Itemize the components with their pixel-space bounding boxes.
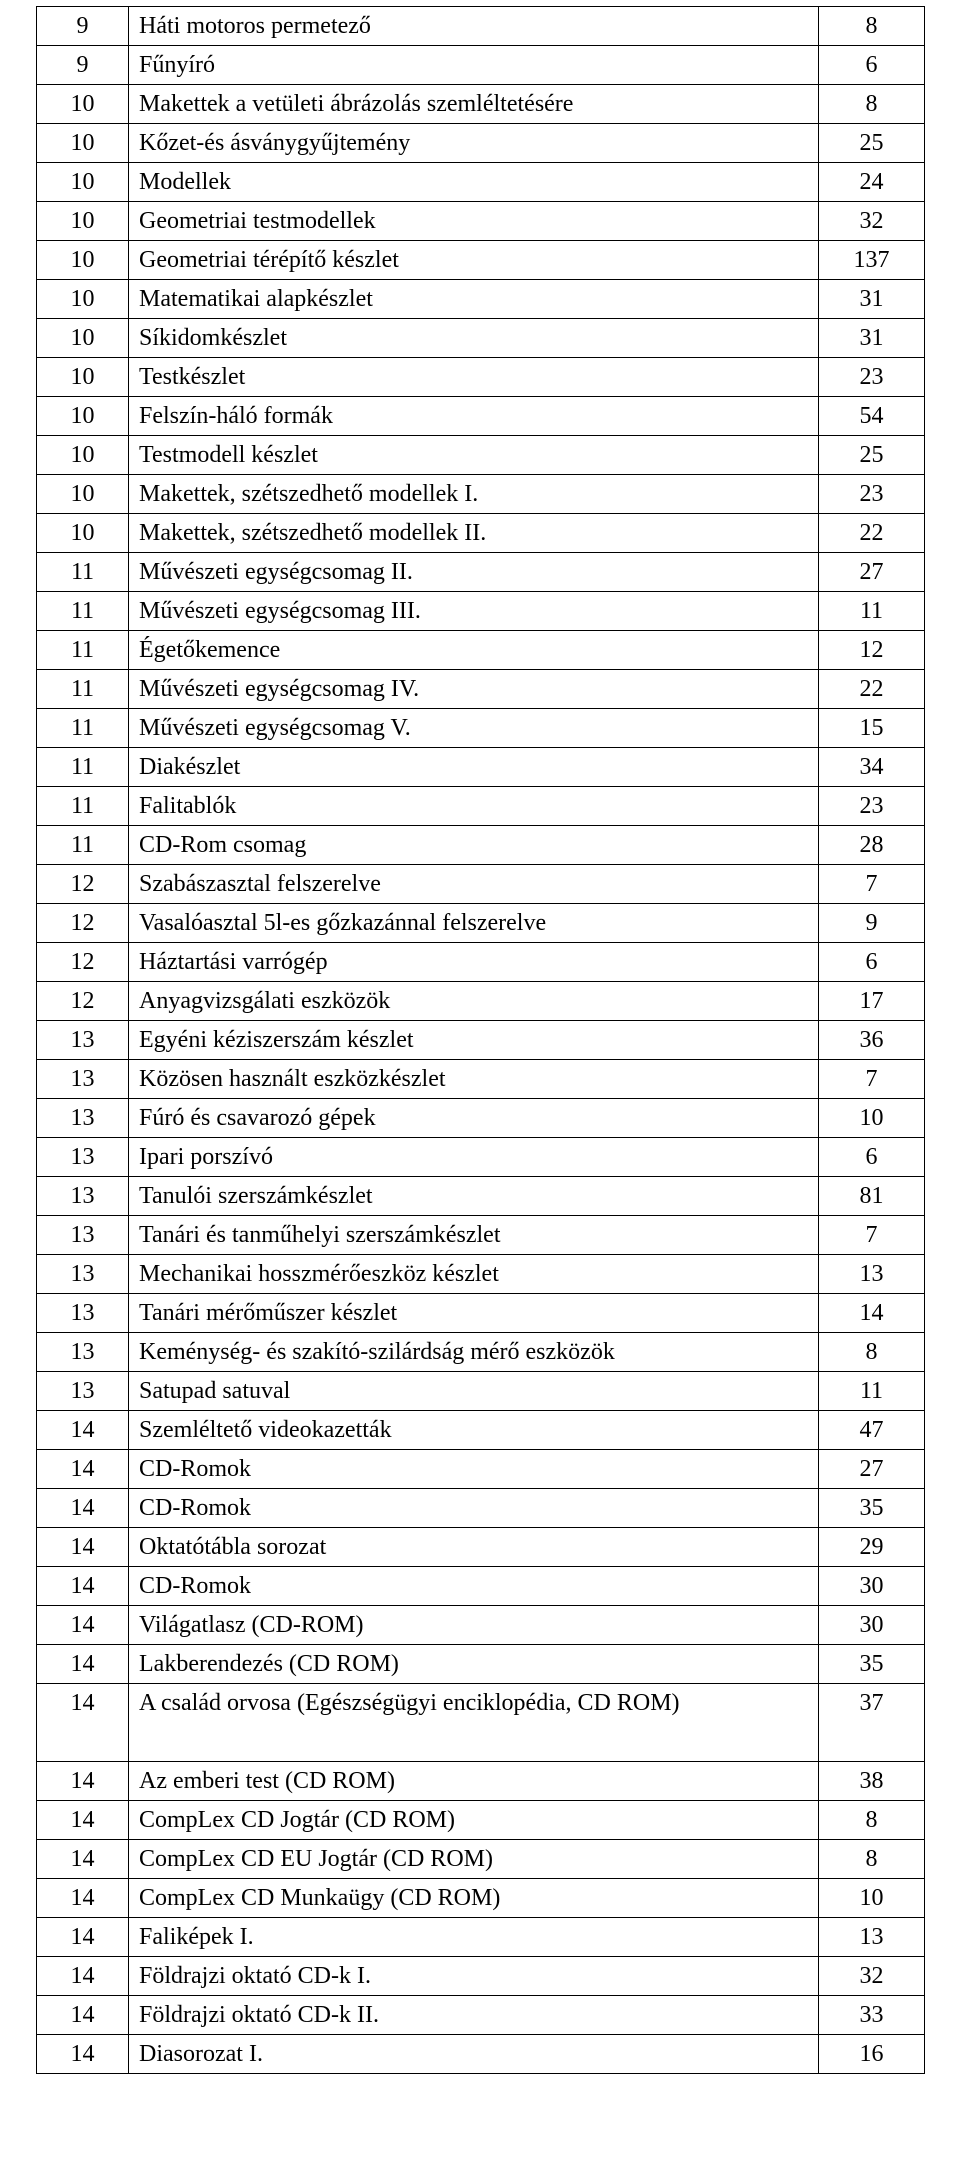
item-name-cell: Fűnyíró: [129, 46, 819, 85]
item-name-cell: Szabászasztal felszerelve: [129, 865, 819, 904]
item-name-cell: Testkészlet: [129, 358, 819, 397]
item-name-cell: Háti motoros permetező: [129, 7, 819, 46]
item-name-cell: Szemléltető videokazetták: [129, 1411, 819, 1450]
row-number-cell: 11: [37, 670, 129, 709]
table-row: [37, 1762, 925, 1801]
table-row: [37, 1021, 925, 1060]
table-row: [37, 1333, 925, 1372]
quantity-cell: 7: [819, 1060, 925, 1099]
row-number-cell: 14: [37, 1411, 129, 1450]
table-row: [37, 1294, 925, 1333]
row-number-cell: 11: [37, 553, 129, 592]
row-number-cell: 11: [37, 826, 129, 865]
row-number-cell: 13: [37, 1333, 129, 1372]
item-name-cell: Művészeti egységcsomag V.: [129, 709, 819, 748]
table-row: [37, 514, 925, 553]
item-name-cell: Egyéni kéziszerszám készlet: [129, 1021, 819, 1060]
item-name-cell: Makettek, szétszedhető modellek I.: [129, 475, 819, 514]
item-name-cell: Világatlasz (CD-ROM): [129, 1606, 819, 1645]
row-number-cell: 11: [37, 631, 129, 670]
row-number-cell: 14: [37, 1762, 129, 1801]
item-name-cell: Az emberi test (CD ROM): [129, 1762, 819, 1801]
item-name-cell: Testmodell készlet: [129, 436, 819, 475]
row-number-cell: 14: [37, 1957, 129, 1996]
item-name-cell: Művészeti egységcsomag III.: [129, 592, 819, 631]
item-name-cell: Lakberendezés (CD ROM): [129, 1645, 819, 1684]
quantity-cell: 27: [819, 1450, 925, 1489]
table-row: [37, 1879, 925, 1918]
row-number-cell: 14: [37, 1528, 129, 1567]
quantity-cell: 8: [819, 1333, 925, 1372]
item-name-cell: Makettek a vetületi ábrázolás szemléltetésére: [129, 85, 819, 124]
item-name-cell: Diasorozat I.: [129, 2035, 819, 2074]
table-row: [37, 1684, 925, 1762]
quantity-cell: 54: [819, 397, 925, 436]
table-row: [37, 475, 925, 514]
table-row: [37, 592, 925, 631]
quantity-cell: 27: [819, 553, 925, 592]
item-name-cell: Faliképek I.: [129, 1918, 819, 1957]
quantity-cell: 25: [819, 124, 925, 163]
table-row: [37, 46, 925, 85]
item-name-cell: CompLex CD Jogtár (CD ROM): [129, 1801, 819, 1840]
table-row: [37, 1450, 925, 1489]
item-name-cell: Oktatótábla sorozat: [129, 1528, 819, 1567]
item-name-cell: Anyagvizsgálati eszközök: [129, 982, 819, 1021]
table-row: [37, 709, 925, 748]
table-row: [37, 553, 925, 592]
item-name-cell: Ipari porszívó: [129, 1138, 819, 1177]
quantity-cell: 22: [819, 670, 925, 709]
inventory-table: [36, 6, 925, 2074]
row-number-cell: 13: [37, 1138, 129, 1177]
table-row: [37, 124, 925, 163]
table-row: [37, 943, 925, 982]
quantity-cell: 9: [819, 904, 925, 943]
row-number-cell: 12: [37, 904, 129, 943]
quantity-cell: 30: [819, 1606, 925, 1645]
row-number-cell: 14: [37, 1918, 129, 1957]
row-number-cell: 13: [37, 1216, 129, 1255]
table-row: [37, 787, 925, 826]
table-row: [37, 1255, 925, 1294]
row-number-cell: 14: [37, 1879, 129, 1918]
row-number-cell: 11: [37, 592, 129, 631]
quantity-cell: 17: [819, 982, 925, 1021]
row-number-cell: 10: [37, 241, 129, 280]
quantity-cell: 81: [819, 1177, 925, 1216]
quantity-cell: 8: [819, 85, 925, 124]
quantity-cell: 22: [819, 514, 925, 553]
table-row: [37, 1411, 925, 1450]
quantity-cell: 8: [819, 1840, 925, 1879]
row-number-cell: 10: [37, 475, 129, 514]
row-number-cell: 14: [37, 1684, 129, 1762]
row-number-cell: 11: [37, 709, 129, 748]
item-name-cell: Fúró és csavarozó gépek: [129, 1099, 819, 1138]
item-name-cell: Geometriai testmodellek: [129, 202, 819, 241]
quantity-cell: 13: [819, 1918, 925, 1957]
item-name-cell: Kőzet-és ásványgyűjtemény: [129, 124, 819, 163]
row-number-cell: 10: [37, 202, 129, 241]
item-name-cell: Közösen használt eszközkészlet: [129, 1060, 819, 1099]
table-row: [37, 748, 925, 787]
table-row: [37, 904, 925, 943]
table-row: [37, 1957, 925, 1996]
item-name-cell: Földrajzi oktató CD-k I.: [129, 1957, 819, 1996]
item-name-cell: Vasalóasztal 5l-es gőzkazánnal felszerelve: [129, 904, 819, 943]
item-name-cell: Diakészlet: [129, 748, 819, 787]
table-row: [37, 631, 925, 670]
table-row: [37, 319, 925, 358]
row-number-cell: 13: [37, 1177, 129, 1216]
row-number-cell: 13: [37, 1021, 129, 1060]
quantity-cell: 14: [819, 1294, 925, 1333]
quantity-cell: 35: [819, 1489, 925, 1528]
row-number-cell: 14: [37, 1801, 129, 1840]
quantity-cell: 6: [819, 943, 925, 982]
row-number-cell: 10: [37, 514, 129, 553]
row-number-cell: 11: [37, 748, 129, 787]
quantity-cell: 8: [819, 1801, 925, 1840]
row-number-cell: 13: [37, 1255, 129, 1294]
row-number-cell: 10: [37, 85, 129, 124]
row-number-cell: 14: [37, 1489, 129, 1528]
quantity-cell: 47: [819, 1411, 925, 1450]
table-row: [37, 397, 925, 436]
table-row: [37, 982, 925, 1021]
item-name-cell: Síkidomkészlet: [129, 319, 819, 358]
quantity-cell: 15: [819, 709, 925, 748]
item-name-cell: Keménység- és szakító-szilárdság mérő eszközök: [129, 1333, 819, 1372]
inventory-table-body: [37, 7, 925, 2074]
row-number-cell: 13: [37, 1099, 129, 1138]
quantity-cell: 32: [819, 1957, 925, 1996]
item-name-cell: CompLex CD Munkaügy (CD ROM): [129, 1879, 819, 1918]
item-name-cell: CD-Rom csomag: [129, 826, 819, 865]
quantity-cell: 36: [819, 1021, 925, 1060]
quantity-cell: 37: [819, 1684, 925, 1762]
quantity-cell: 13: [819, 1255, 925, 1294]
table-row: [37, 1645, 925, 1684]
table-row: [37, 1489, 925, 1528]
table-row: [37, 1177, 925, 1216]
row-number-cell: 13: [37, 1372, 129, 1411]
table-row: [37, 1372, 925, 1411]
table-row: [37, 1099, 925, 1138]
table-row: [37, 1216, 925, 1255]
table-row: [37, 436, 925, 475]
item-name-cell: Földrajzi oktató CD-k II.: [129, 1996, 819, 2035]
quantity-cell: 28: [819, 826, 925, 865]
quantity-cell: 6: [819, 46, 925, 85]
table-row: [37, 826, 925, 865]
item-name-cell: Geometriai térépítő készlet: [129, 241, 819, 280]
item-name-cell: Tanulói szerszámkészlet: [129, 1177, 819, 1216]
table-row: [37, 241, 925, 280]
row-number-cell: 14: [37, 1645, 129, 1684]
item-name-cell: Satupad satuval: [129, 1372, 819, 1411]
item-name-cell: Falitablók: [129, 787, 819, 826]
row-number-cell: 10: [37, 124, 129, 163]
quantity-cell: 32: [819, 202, 925, 241]
quantity-cell: 38: [819, 1762, 925, 1801]
table-row: [37, 1918, 925, 1957]
row-number-cell: 10: [37, 358, 129, 397]
quantity-cell: 33: [819, 1996, 925, 2035]
item-name-cell: CD-Romok: [129, 1567, 819, 1606]
quantity-cell: 35: [819, 1645, 925, 1684]
table-row: [37, 2035, 925, 2074]
quantity-cell: 7: [819, 865, 925, 904]
row-number-cell: 14: [37, 1840, 129, 1879]
row-number-cell: 12: [37, 982, 129, 1021]
table-row: [37, 1840, 925, 1879]
table-row: [37, 1606, 925, 1645]
table-row: [37, 1138, 925, 1177]
quantity-cell: 25: [819, 436, 925, 475]
quantity-cell: 30: [819, 1567, 925, 1606]
row-number-cell: 12: [37, 943, 129, 982]
row-number-cell: 14: [37, 1450, 129, 1489]
table-row: [37, 670, 925, 709]
item-name-cell: Tanári mérőműszer készlet: [129, 1294, 819, 1333]
quantity-cell: 11: [819, 1372, 925, 1411]
table-row: [37, 85, 925, 124]
row-number-cell: 14: [37, 1606, 129, 1645]
quantity-cell: 7: [819, 1216, 925, 1255]
table-row: [37, 865, 925, 904]
item-name-cell: Művészeti egységcsomag IV.: [129, 670, 819, 709]
row-number-cell: 10: [37, 280, 129, 319]
row-number-cell: 14: [37, 1567, 129, 1606]
row-number-cell: 9: [37, 7, 129, 46]
item-name-cell: Művészeti egységcsomag II.: [129, 553, 819, 592]
table-row: [37, 163, 925, 202]
item-name-cell: Makettek, szétszedhető modellek II.: [129, 514, 819, 553]
quantity-cell: 137: [819, 241, 925, 280]
quantity-cell: 34: [819, 748, 925, 787]
row-number-cell: 14: [37, 2035, 129, 2074]
table-row: [37, 1528, 925, 1567]
row-number-cell: 13: [37, 1060, 129, 1099]
item-name-cell: Égetőkemence: [129, 631, 819, 670]
item-name-cell: Modellek: [129, 163, 819, 202]
table-row: [37, 7, 925, 46]
item-name-cell: Tanári és tanműhelyi szerszámkészlet: [129, 1216, 819, 1255]
item-name-cell: Mechanikai hosszmérőeszköz készlet: [129, 1255, 819, 1294]
item-name-cell: Felszín-háló formák: [129, 397, 819, 436]
quantity-cell: 16: [819, 2035, 925, 2074]
table-row: [37, 1801, 925, 1840]
table-row: [37, 1996, 925, 2035]
quantity-cell: 23: [819, 475, 925, 514]
row-number-cell: 11: [37, 787, 129, 826]
quantity-cell: 31: [819, 319, 925, 358]
table-row: [37, 1060, 925, 1099]
item-name-cell: CompLex CD EU Jogtár (CD ROM): [129, 1840, 819, 1879]
quantity-cell: 24: [819, 163, 925, 202]
row-number-cell: 9: [37, 46, 129, 85]
table-row: [37, 202, 925, 241]
row-number-cell: 14: [37, 1996, 129, 2035]
row-number-cell: 10: [37, 319, 129, 358]
table-row: [37, 280, 925, 319]
item-name-cell: Háztartási varrógép: [129, 943, 819, 982]
quantity-cell: 10: [819, 1879, 925, 1918]
row-number-cell: 10: [37, 163, 129, 202]
quantity-cell: 10: [819, 1099, 925, 1138]
table-row: [37, 1567, 925, 1606]
item-name-cell: CD-Romok: [129, 1450, 819, 1489]
quantity-cell: 11: [819, 592, 925, 631]
item-name-cell: Matematikai alapkészlet: [129, 280, 819, 319]
quantity-cell: 31: [819, 280, 925, 319]
item-name-cell: A család orvosa (Egészségügyi enciklopédia, CD ROM): [129, 1684, 819, 1762]
quantity-cell: 23: [819, 787, 925, 826]
row-number-cell: 12: [37, 865, 129, 904]
item-name-cell: CD-Romok: [129, 1489, 819, 1528]
quantity-cell: 23: [819, 358, 925, 397]
quantity-cell: 12: [819, 631, 925, 670]
quantity-cell: 8: [819, 7, 925, 46]
quantity-cell: 29: [819, 1528, 925, 1567]
row-number-cell: 13: [37, 1294, 129, 1333]
row-number-cell: 10: [37, 397, 129, 436]
quantity-cell: 6: [819, 1138, 925, 1177]
table-row: [37, 358, 925, 397]
row-number-cell: 10: [37, 436, 129, 475]
